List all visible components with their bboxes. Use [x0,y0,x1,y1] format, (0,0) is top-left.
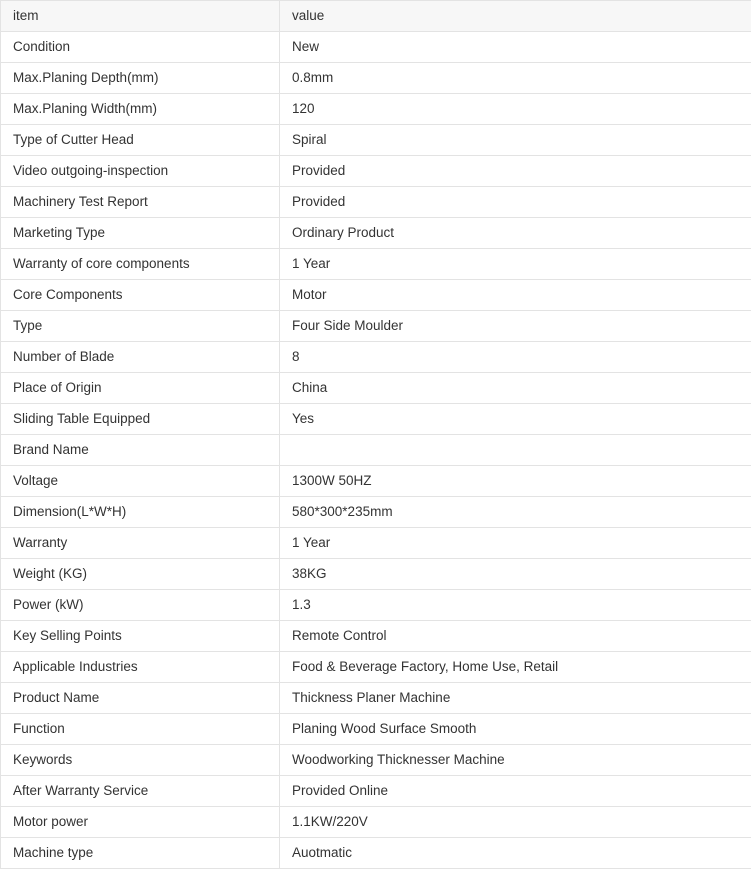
spec-item-value: Four Side Moulder [280,311,751,342]
table-header-row [1,1,751,32]
spec-item-value: 0.8mm [280,63,751,94]
table-row [1,466,751,497]
spec-item-label: Key Selling Points [1,621,280,652]
spec-item-label: Core Components [1,280,280,311]
table-row [1,342,751,373]
table-row [1,745,751,776]
table-row [1,528,751,559]
spec-item-label: Voltage [1,466,280,497]
spec-item-label: Function [1,714,280,745]
spec-item-value: 580*300*235mm [280,497,751,528]
spec-item-label: Machine type [1,838,280,869]
spec-item-value: 1.1KW/220V [280,807,751,838]
table-row [1,156,751,187]
spec-item-value: 1 Year [280,249,751,280]
spec-item-value: Provided [280,187,751,218]
spec-item-label: After Warranty Service [1,776,280,807]
spec-item-label: Condition [1,32,280,63]
spec-item-label: Warranty of core components [1,249,280,280]
spec-item-value: China [280,373,751,404]
column-header-item: item [1,1,280,32]
spec-item-label: Marketing Type [1,218,280,249]
spec-item-label: Max.Planing Width(mm) [1,94,280,125]
spec-item-value: Ordinary Product [280,218,751,249]
table-row [1,590,751,621]
spec-item-value: Yes [280,404,751,435]
table-row [1,125,751,156]
spec-item-label: Max.Planing Depth(mm) [1,63,280,94]
table-row [1,807,751,838]
table-row [1,280,751,311]
table-header [1,1,751,32]
spec-item-value: 1300W 50HZ [280,466,751,497]
table-row [1,187,751,218]
spec-item-value: Provided [280,156,751,187]
table-row [1,652,751,683]
table-row [1,683,751,714]
spec-item-value: Food & Beverage Factory, Home Use, Retail [280,652,751,683]
table-row [1,311,751,342]
spec-item-label: Dimension(L*W*H) [1,497,280,528]
table-row [1,714,751,745]
spec-item-value: 38KG [280,559,751,590]
table-row [1,838,751,869]
table-row [1,63,751,94]
spec-item-value: 8 [280,342,751,373]
spec-item-label: Sliding Table Equipped [1,404,280,435]
spec-item-label: Motor power [1,807,280,838]
table-row [1,404,751,435]
spec-item-label: Power (kW) [1,590,280,621]
table-row [1,249,751,280]
spec-item-value: Remote Control [280,621,751,652]
spec-item-label: Warranty [1,528,280,559]
spec-item-label: Number of Blade [1,342,280,373]
table-row [1,497,751,528]
spec-item-label: Brand Name [1,435,280,466]
spec-item-value: Thickness Planer Machine [280,683,751,714]
table-body [1,32,751,869]
spec-item-label: Product Name [1,683,280,714]
spec-item-label: Weight (KG) [1,559,280,590]
table-row [1,373,751,404]
table-row [1,218,751,249]
spec-item-label: Type [1,311,280,342]
spec-item-label: Video outgoing-inspection [1,156,280,187]
table-row [1,621,751,652]
spec-item-value: Woodworking Thicknesser Machine [280,745,751,776]
spec-item-value: New [280,32,751,63]
spec-item-label: Type of Cutter Head [1,125,280,156]
spec-item-label: Applicable Industries [1,652,280,683]
spec-item-value: Spiral [280,125,751,156]
column-header-value: value [280,1,751,32]
spec-item-value: 120 [280,94,751,125]
spec-item-value: Planing Wood Surface Smooth [280,714,751,745]
table-row [1,559,751,590]
spec-item-value: 1.3 [280,590,751,621]
table-row [1,435,751,466]
spec-item-value [280,435,751,466]
spec-item-value: Provided Online [280,776,751,807]
spec-item-label: Place of Origin [1,373,280,404]
table-row [1,94,751,125]
spec-item-label: Keywords [1,745,280,776]
table-row [1,776,751,807]
spec-item-value: Motor [280,280,751,311]
spec-item-value: 1 Year [280,528,751,559]
spec-item-value: Auotmatic [280,838,751,869]
spec-item-label: Machinery Test Report [1,187,280,218]
table-row [1,32,751,63]
